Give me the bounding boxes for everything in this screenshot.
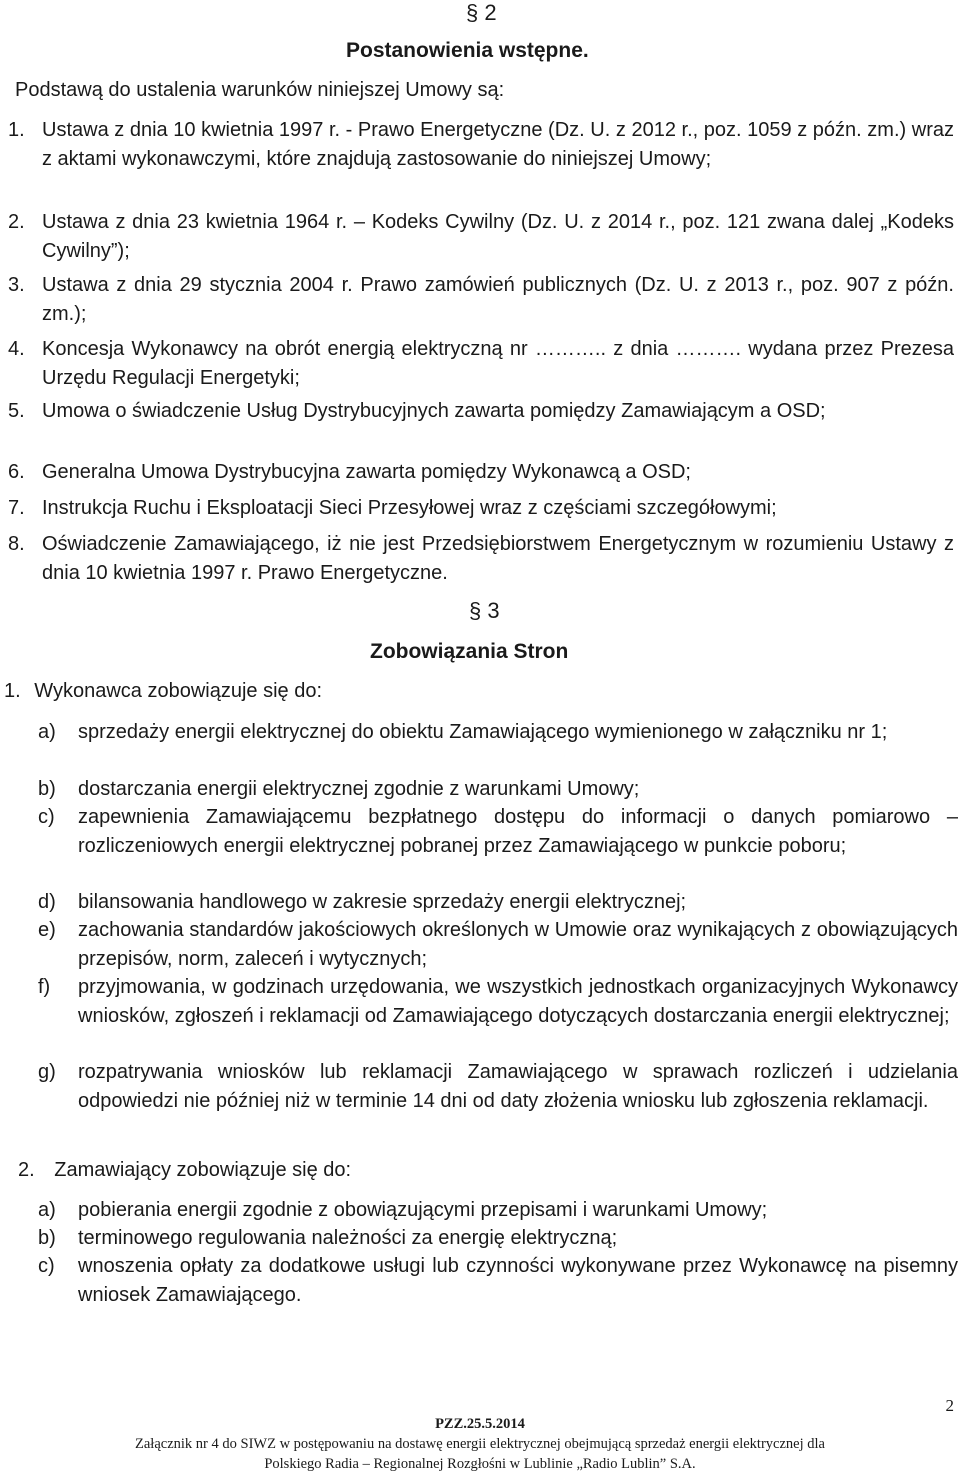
subsection-number: 1. <box>4 680 21 702</box>
list-number: 1. <box>8 119 25 141</box>
subsection-number: 2. <box>18 1159 35 1181</box>
list-text: Koncesja Wykonawcy na obrót energią elektryczną nr ……….. z dnia ………. wydana przez Prezesa Urzędu Regulacji Energetyki; <box>42 338 954 389</box>
list-text: dostarczania energii elektrycznej zgodnie z warunkami Umowy; <box>78 778 640 800</box>
list-text: zapewnienia Zamawiającemu bezpłatnego dostępu do informacji o danych pomiarowo – rozliczeniowych energii elektrycznej pobranej przez Zamawiającego w punkcie poboru; <box>78 806 958 857</box>
list-item <box>38 888 958 917</box>
list-text: Generalna Umowa Dystrybucyjna zawarta pomiędzy Wykonawcą a OSD; <box>42 461 691 483</box>
list-text: Ustawa z dnia 29 stycznia 2004 r. Prawo zamówień publicznych (Dz. U. z 2013 r., poz. 907 z późn. zm.); <box>42 274 954 325</box>
list-number: 4. <box>8 338 25 360</box>
list-item <box>8 271 954 328</box>
section-intro: Podstawą do ustalenia warunków niniejszej Umowy są: <box>15 79 505 101</box>
list-letter: f) <box>38 976 51 998</box>
section-sign-3: § 3 <box>469 598 500 623</box>
list-text: Oświadczenie Zamawiającego, iż nie jest Przedsiębiorstwem Energetycznym w rozumieniu Ustawy z dnia 10 kwietnia 1997 r. Prawo Energetyczne. <box>42 533 954 584</box>
list-letter: b) <box>38 778 56 800</box>
section-heading: Postanowienia wstępne. <box>346 39 589 62</box>
list-letter: d) <box>38 891 56 913</box>
list-number: 2. <box>8 211 25 233</box>
list-text: rozpatrywania wniosków lub reklamacji Zamawiającego w sprawach rozliczeń i udzielania odpowiedzi nie później niż w terminie 14 dni od daty złożenia wniosku lub zgłoszenia reklamacji. <box>78 1061 958 1112</box>
list-item <box>38 775 958 804</box>
list-number: 6. <box>8 461 25 483</box>
list-item <box>38 1252 958 1309</box>
list-text: zachowania standardów jakościowych określonych w Umowie oraz wynikających z obowiązujących przepisów, norm, zaleceń i wytycznych; <box>78 919 958 970</box>
list-number: 7. <box>8 497 25 519</box>
list-text: Ustawa z dnia 23 kwietnia 1964 r. – Kodeks Cywilny (Dz. U. z 2014 r., poz. 121 zwana dalej „Kodeks Cywilny”); <box>42 211 954 262</box>
list-text: terminowego regulowania należności za energię elektryczną; <box>78 1227 618 1249</box>
section-sign-2: § 2 <box>466 0 497 25</box>
footer-line: Polskiego Radia – Regionalnej Rozgłośni w Lublinie „Radio Lublin” S.A. <box>264 1456 696 1472</box>
list-letter: a) <box>38 1199 56 1221</box>
list-number: 8. <box>8 533 25 555</box>
list-item <box>8 397 954 426</box>
list-number: 5. <box>8 400 25 422</box>
footer-reference: PZZ.25.5.2014 <box>435 1416 525 1432</box>
list-text: przyjmowania, w godzinach urzędowania, we wszystkich jednostkach organizacyjnych Wykonawcy wniosków, zgłoszeń i reklamacji od Zamawiającego dotyczących dostarczania energii elektrycznej; <box>78 976 958 1027</box>
list-letter: e) <box>38 919 56 941</box>
subsection-title <box>18 1156 351 1185</box>
section-heading: Zobowiązania Stron <box>370 640 569 663</box>
list-text: Instrukcja Ruchu i Eksploatacji Sieci Przesyłowej wraz z częściami szczegółowymi; <box>42 497 777 519</box>
subsection-label: Zamawiający zobowiązuje się do: <box>54 1159 352 1181</box>
list-item <box>38 973 958 1030</box>
list-text: sprzedaży energii elektrycznej do obiektu Zamawiającego wymienionego w załączniku nr 1; <box>78 721 888 743</box>
list-number: 3. <box>8 274 25 296</box>
list-item <box>38 916 958 973</box>
list-letter: g) <box>38 1061 56 1083</box>
page-number: 2 <box>945 1396 954 1415</box>
subsection-title <box>4 677 322 706</box>
list-item <box>8 458 954 487</box>
footer-line: Załącznik nr 4 do SIWZ w postępowaniu na dostawę energii elektrycznej obejmującą sprzedaż energii elektrycznej dla <box>135 1436 825 1452</box>
list-item <box>8 494 954 523</box>
list-item <box>38 1058 958 1115</box>
list-item <box>8 335 954 392</box>
list-letter: a) <box>38 721 56 743</box>
list-text: bilansowania handlowego w zakresie sprzedaży energii elektrycznej; <box>78 891 687 913</box>
list-letter: c) <box>38 1255 55 1277</box>
list-item <box>38 1224 958 1253</box>
list-item <box>38 803 958 860</box>
list-item <box>38 1196 958 1225</box>
list-item <box>8 116 954 173</box>
list-item <box>38 718 958 747</box>
list-text: pobierania energii zgodnie z obowiązującymi przepisami i warunkami Umowy; <box>78 1199 768 1221</box>
list-item <box>8 530 954 587</box>
list-text: Umowa o świadczenie Usług Dystrybucyjnych zawarta pomiędzy Zamawiającym a OSD; <box>42 400 826 422</box>
list-letter: b) <box>38 1227 56 1249</box>
list-text: Ustawa z dnia 10 kwietnia 1997 r. - Prawo Energetyczne (Dz. U. z 2012 r., poz. 1059 z późn. zm.) wraz z aktami wykonawczymi, które znajdują zastosowanie do niniejszej Umowy; <box>42 119 954 170</box>
subsection-label: Wykonawca zobowiązuje się do: <box>34 680 322 702</box>
list-letter: c) <box>38 806 55 828</box>
list-text: wnoszenia opłaty za dodatkowe usługi lub czynności wykonywane przez Wykonawcę na pisemny wniosek Zamawiającego. <box>78 1255 958 1306</box>
list-item <box>8 208 954 265</box>
